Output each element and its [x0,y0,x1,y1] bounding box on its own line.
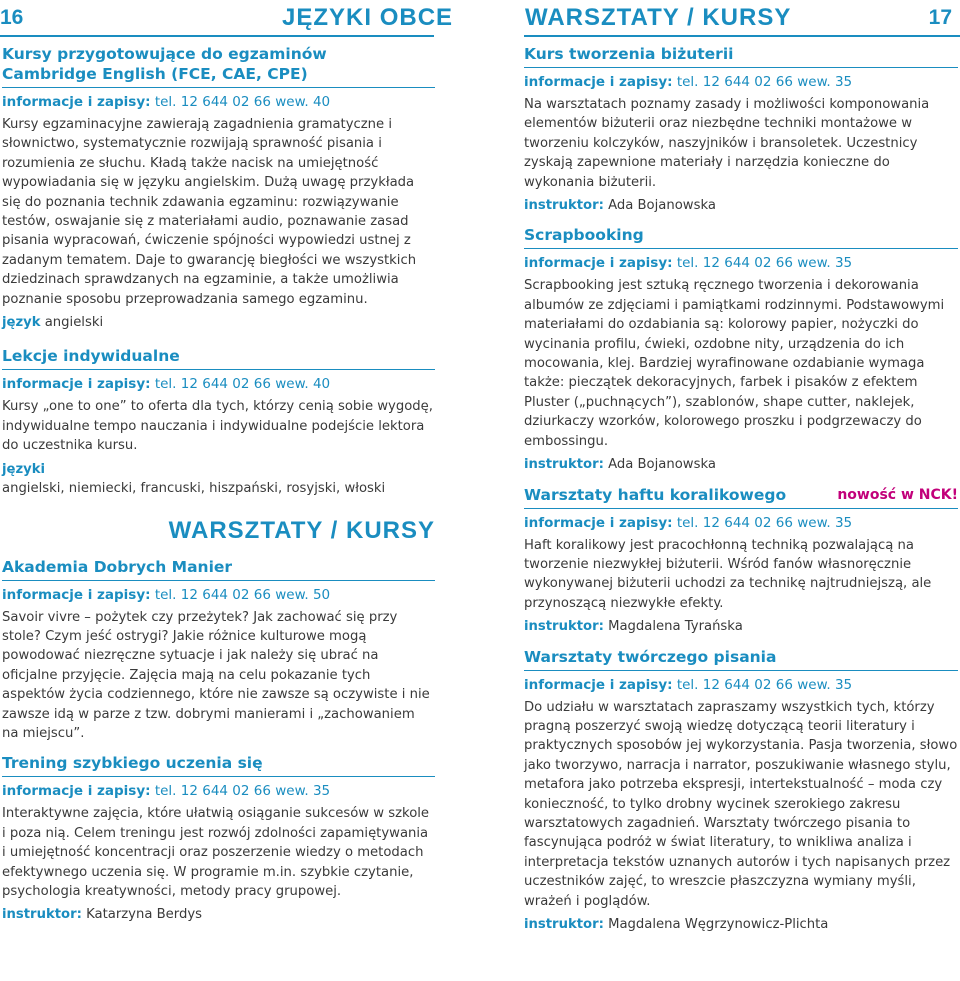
right-header-rule [524,35,960,37]
course-title-line: Cambridge English (FCE, CAE, CPE) [2,65,308,83]
workshop-description: Interaktywne zajęcia, które ułatwią osiąganie sukcesów w szkole i poza nią. Celem treningu jest rozwój zdolności zapamiętywania i umiejętność koncentracji oraz poszerzenie wiedzy o metodach efektywnego uczenia się. W programie m.in. szybkie czytanie, psychologia kreatywności, metody pracy grupowej. [2,806,430,899]
left-running-head: JĘZYKI OBCE [282,4,454,31]
contact-info: informacje i zapisy: tel. 12 644 02 66 wew. 35 [524,255,853,272]
contact-info: informacje i zapisy: tel. 12 644 02 66 wew. 35 [524,74,853,90]
contact-info: informacje i zapisy: tel. 12 644 02 66 wew. 50 [2,586,331,603]
contact-info: informacje i zapisy: tel. 12 644 02 66 wew. 35 [524,676,853,693]
workshop-entry [524,647,958,935]
course-description: Kursy „one to one” to oferta dla tych, którzy cenią sobie wygodę, indywidualne tempo nauczania i indywidualne podejście lektora do uczestnika kursu. [2,399,433,454]
new-badge: nowość w NCK! [837,486,958,503]
workshop-description: Savoir vivre – pożytek czy przeżytek? Jak zachować się przy stole? Czym jeść ostrygi? Jakie różnice kulturowe mogą powodować niezręczne sytuacje i jak należy się ubrać na oficjalne przyjęcie. Zajęcia mają na celu pokazanie tych aspektów życia codziennego, które nie zawsze są oczywiste i nie zawsze idą w parze z tzw. dobrymi manierami i „zachowaniem na miejscu”. [2,609,430,741]
workshop-description: Na warsztatach poznamy zasady i możliwości komponowania elementów biżuterii oraz niezbędne techniki montażowe w tworzeniu kolczyków, naszyjników i bransoletek. Uczestnicy zyskają zapewnione materiały i narzędzia konieczne do wykonania biżuterii. [524,97,930,190]
workshop-title: Scrapbooking [524,225,958,249]
workshop-entry [2,557,435,744]
contact-info: informacje i zapisy: tel. 12 644 02 66 wew. 35 [524,514,853,531]
right-column [524,40,958,944]
instructor: instruktor: Magdalena Węgrzynowicz-Plichta [524,917,829,932]
course-language: język angielski [2,315,104,331]
workshop-title [524,485,958,509]
left-column [2,40,435,935]
workshop-entry [2,753,435,924]
contact-info: informacje i zapisy: tel. 12 644 02 66 wew. 40 [2,376,331,393]
course-description: Kursy egzaminacyjne zawierają zagadnienia gramatyczne i słownictwo, systematycznie rozwijają sprawność pisania i rozumienia ze słuchu. Kładą także nacisk na umiejętność wypowiadania się w języku angielskim. Dużą uwagę przykłada się do poznania technik zdawania egzaminu: rozwiązywanie testów, oswajanie się z materiałami audio, poznawanie zasad pisania wypracowań, ćwiczenie spójności wypowiedzi ustnej z zadanym tematem. Daje to gwarancję biegłości we wszystkich dziedzinach sprawdzanych na egzaminie, a także umożliwia poznanie sposobu przeprowadzania samego egzaminu. [2,117,417,307]
workshop-entry [524,44,958,215]
course-entry [2,44,435,332]
course-title-line: Kursy przygotowujące do egzaminów [2,45,327,63]
left-page-number: 16 [0,6,24,29]
right-page-number: 17 [928,6,952,29]
contact-info: informacje i zapisy: tel. 12 644 02 66 wew. 35 [2,783,331,800]
workshop-title: Akademia Dobrych Manier [2,557,435,581]
contact-info: informacje i zapisy: tel. 12 644 02 66 wew. 40 [2,94,331,110]
course-title [2,44,435,88]
instructor: instruktor: Ada Bojanowska [524,457,716,473]
instructor: instruktor: Magdalena Tyrańska [524,619,743,635]
right-running-head: WARSZTATY / KURSY [525,4,792,31]
instructor: instruktor: Ada Bojanowska [524,198,716,214]
workshop-title-text: Warsztaty haftu koralikowego [524,485,787,504]
instructor: instruktor: Katarzyna Berdys [2,907,203,923]
workshop-description: Haft koralikowy jest pracochłonną techniką pozwalającą na tworzenie niezwykłej biżuterii. Wśród fanów własnoręcznie wykonywanej biżuterii uchodzi za technikę najtrudniejszą, ale przynoszącą niezwykłe efekty. [524,537,932,611]
workshop-description: Scrapbooking jest sztuką ręcznego tworzenia i dekorowania albumów ze zdjęciami i pamiątkami rodzinnymi. Podstawowymi materiałami do ozdabiania są: kolorowy papier, nożyczki do wycinania profilu, ćwieki, ozdobne nity, urządzenia do ich mocowania, klej. Bardziej wyrafinowane ozdabianie wymaga także: pieczątek dekoracyjnych, farbek i pisaków z efektem Pluster („puchnących”), szablonów, shape cutter, naklejek, dziurkaczy wzorków, kolorowego proszku i podgrzewaczy do embossingu. [524,278,945,449]
workshop-title: Trening szybkiego uczenia się [2,753,435,777]
workshop-description: Do udziału w warsztatach zapraszamy wszystkich tych, którzy pragną poszerzyć swoją wiedzę dotyczącą teorii literatury i praktycznych sposobów jej wykorzystania. Pasja tworzenia, słowo jako tworzywo, narracja i narrator, poszukiwanie własnego stylu, metafora jako potrzeba ekspresji, intertekstualność – moda czy konieczność, to tylko drobny wycinek szerokiego zakresu warsztatowych zagadnień. Warsztaty twórczego pisania to fascynująca podróż w świat literatury, to wnikliwa analiza i interpretacja tekstów uznanych autorów i tych napisanych przez uczestników zajęć, to wreszcie płaszczyzna wymiany myśli, wrażeń i poglądów. [524,699,958,909]
workshop-title: Warsztaty twórczego pisania [524,647,958,671]
workshop-entry [524,225,958,474]
course-languages: języki angielski, niemiecki, francuski, hiszpański, rosyjski, włoski [2,461,386,497]
workshop-title: Kurs tworzenia biżuterii [524,44,958,68]
left-header-rule [0,35,434,37]
course-entry [2,346,435,498]
section-heading: WARSZTATY / KURSY [168,516,435,544]
course-title: Lekcje indywidualne [2,346,435,370]
workshop-entry [524,485,958,637]
